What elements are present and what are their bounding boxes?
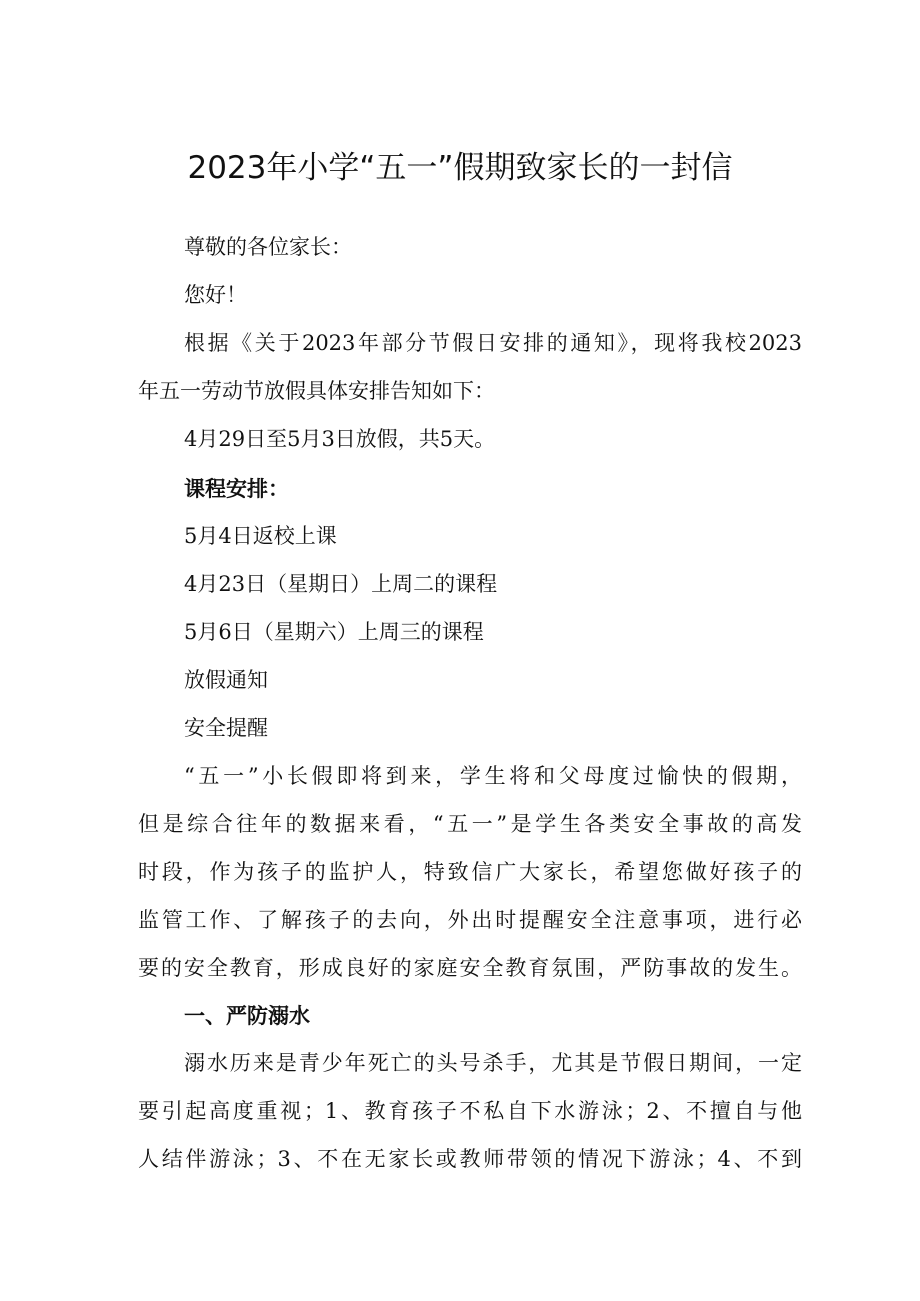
section-heading-schedule: 课程安排： [184, 477, 289, 501]
paragraph-line: 要引起高度重视；1、教育孩子不私自下水游泳；2、不擅自与他 [138, 1099, 802, 1123]
schedule-item: 4月23日（星期日）上周二的课程 [184, 572, 498, 596]
paragraph-line: 时段，作为孩子的监护人，特致信广大家长，希望您做好孩子的 [138, 860, 802, 884]
section-label-notice: 放假通知 [184, 668, 268, 692]
schedule-item: 5月6日（星期六）上周三的课程 [184, 620, 484, 644]
paragraph-line: 要的安全教育，形成良好的家庭安全教育氛围，严防事故的发生。 [138, 956, 802, 980]
salutation: 尊敬的各位家长： [184, 235, 352, 259]
greeting: 您好！ [184, 283, 247, 307]
section-label-safety: 安全提醒 [184, 716, 268, 740]
paragraph-line: 但是综合往年的数据来看，“五一”是学生各类安全事故的高发 [138, 812, 802, 836]
schedule-item: 5月4日返校上课 [184, 524, 337, 548]
paragraph-line: 年五一劳动节放假具体安排告知如下： [138, 379, 495, 403]
paragraph-line: 溺水历来是青少年死亡的头号杀手，尤其是节假日期间，一定 [184, 1051, 802, 1075]
paragraph-line: 人结伴游泳；3、不在无家长或教师带领的情况下游泳；4、不到 [138, 1147, 802, 1171]
letter-title: 2023年小学“五一”假期致家长的一封信 [187, 150, 733, 186]
section-heading-drowning: 一、严防溺水 [184, 1004, 310, 1028]
holiday-dates: 4月29日至5月3日放假，共5天。 [184, 427, 496, 451]
paragraph-line: “五一”小长假即将到来，学生将和父母度过愉快的假期， [184, 764, 802, 788]
paragraph-line: 监管工作、了解孩子的去向，外出时提醒安全注意事项，进行必 [138, 908, 802, 932]
paragraph-line: 根据《关于2023年部分节假日安排的通知》，现将我校2023 [184, 331, 802, 355]
